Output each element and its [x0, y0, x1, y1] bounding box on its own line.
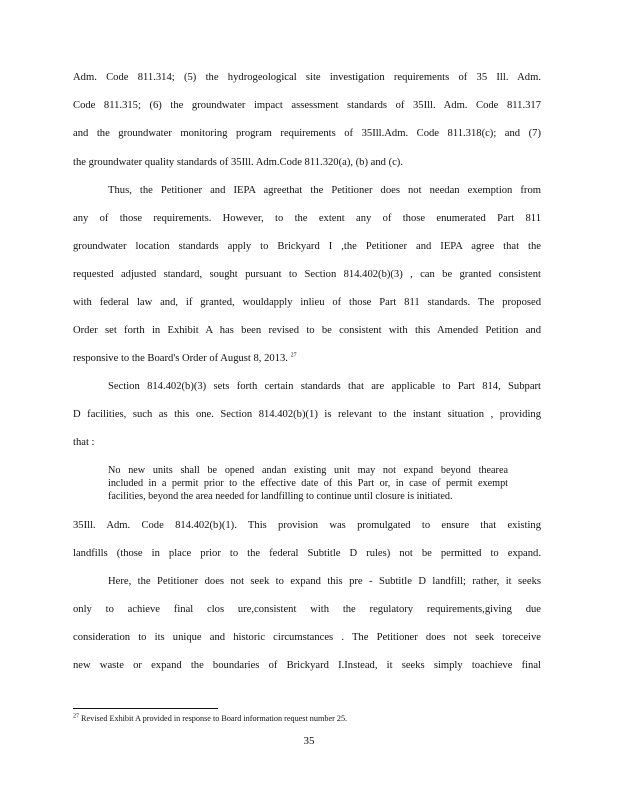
body-line: Thus, the Petitioner and IEPA agreethat the Petitioner does not needan exemption from: [108, 185, 541, 196]
body-line-text: responsive to the Board's Order of August 8, 2013.: [73, 353, 288, 364]
body-line: consideration to its unique and historic circumstances . The Petitioner does not seek toreceive: [73, 632, 541, 643]
body-line: new waste or expand the boundaries of Brickyard I.Instead, it seeks simply toachieve final: [73, 660, 541, 671]
footnote-text: Revised Exhibit A provided in response to Board information request number 25.: [81, 714, 348, 723]
body-line: the groundwater quality standards of 35Ill. Adm.Code 811.320(a), (b) and (c).: [73, 157, 403, 168]
body-line: Adm. Code 811.314; (5) the hydrogeological site investigation requirements of 35 Ill. Adm.: [73, 72, 541, 83]
block-quote-line: facilities, beyond the area needed for landfilling to continue until closure is initiated.: [108, 491, 453, 502]
body-line: and the groundwater monitoring program requirements of 35Ill.Adm. Code 811.318(c); and (7): [73, 128, 541, 139]
body-line: Order set forth in Exhibit A has been revised to be consistent with this Amended Petition and: [73, 325, 541, 336]
body-line: 35Ill. Adm. Code 814.402(b)(1). This provision was promulgated to ensure that existing: [73, 520, 541, 531]
body-line: that :: [73, 437, 95, 448]
body-line: landfills (those in place prior to the federal Subtitle D rules) not be permitted to expand.: [73, 548, 541, 559]
body-line: groundwater location standards apply to Brickyard I ,the Petitioner and IEPA agree that the: [73, 241, 541, 252]
page-number: 35: [303, 735, 315, 747]
footnote: [73, 714, 347, 723]
block-quote-line: No new units shall be opened andan existing unit may not expand beyond thearea: [108, 465, 508, 476]
body-line: Section 814.402(b)(3) sets forth certain standards that are applicable to Part 814, Subpart: [108, 381, 541, 392]
body-line: only to achieve final clos ure,consistent with the regulatory requirements,giving due: [73, 604, 541, 615]
body-line: Code 811.315; (6) the groundwater impact assessment standards of 35Ill. Adm. Code 811.317: [73, 100, 541, 111]
body-line: any of those requirements. However, to the extent any of those enumerated Part 811: [73, 213, 541, 224]
body-line-with-footnote: [73, 353, 541, 364]
footnote-separator: [73, 708, 218, 709]
body-line: requested adjusted standard, sought pursuant to Section 814.402(b)(3) , can be granted consistent: [73, 269, 541, 280]
body-line: Here, the Petitioner does not seek to expand this pre - Subtitle D landfill; rather, it seeks: [108, 576, 541, 587]
footnote-number: 27: [73, 713, 79, 720]
footnote-reference: 27: [290, 352, 297, 359]
body-line: with federal law and, if granted, wouldapply inlieu of those Part 811 standards. The proposed: [73, 297, 541, 308]
body-line: D facilities, such as this one. Section 814.402(b)(1) is relevant to the instant situation , providing: [73, 409, 541, 420]
block-quote-line: included in a permit prior to the effective date of this Part or, in case of permit exempt: [108, 478, 508, 489]
